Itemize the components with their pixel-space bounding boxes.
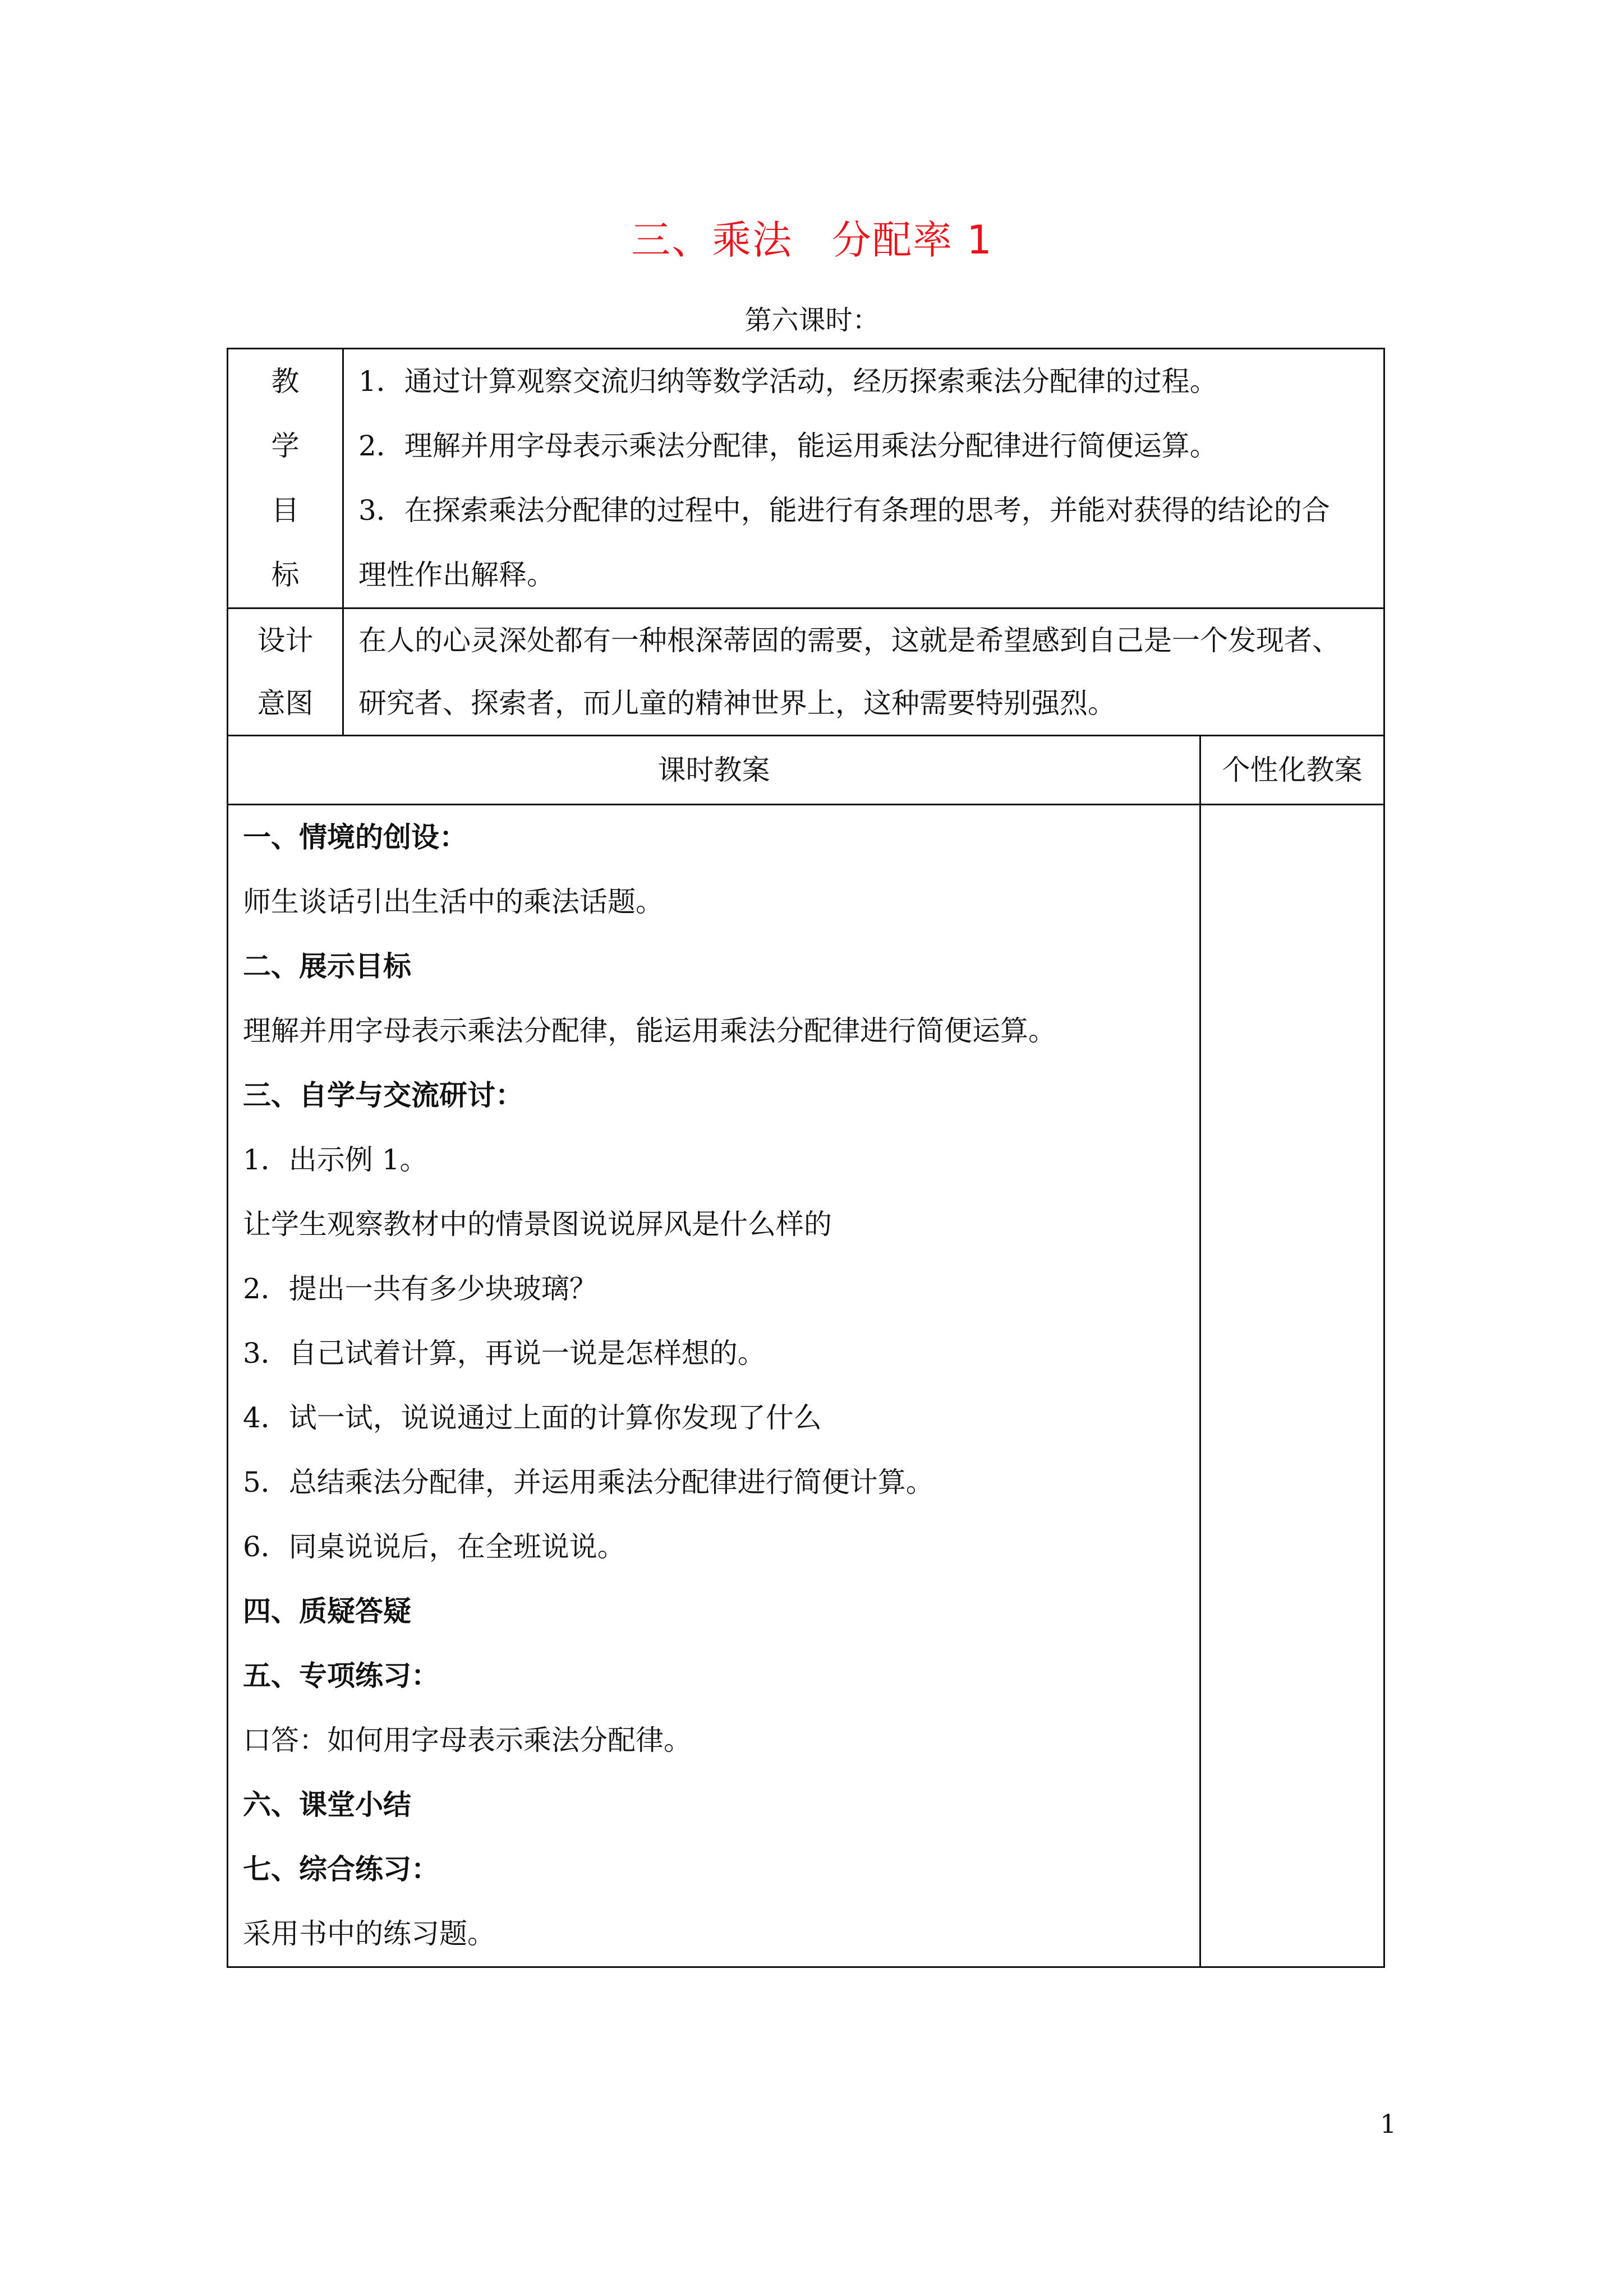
section-heading: 三、自学与交流研讨： xyxy=(243,1079,523,1112)
section-heading: 六、课堂小结 xyxy=(243,1788,411,1821)
section-heading: 七、综合练习： xyxy=(243,1853,439,1885)
personal-plan-content xyxy=(1200,805,1384,1967)
lesson-line: 4．试一试，说说通过上面的计算你发现了什么 xyxy=(243,1401,822,1434)
page-number: 1 xyxy=(1380,2109,1397,2139)
design-intent-label xyxy=(228,608,343,736)
lesson-plan-content xyxy=(228,805,1200,1967)
objectives-label-char: 目 xyxy=(271,494,300,527)
design-intent-line: 在人的心灵深处都有一种根深蒂固的需要，这就是希望感到自己是一个发现者、 xyxy=(358,624,1340,657)
lesson-body-row xyxy=(228,805,1384,1967)
objectives-label-char: 标 xyxy=(271,559,300,591)
design-intent-content xyxy=(343,608,1384,736)
objectives-label-char: 学 xyxy=(271,430,300,462)
objective-line: 2．理解并用字母表示乘法分配律，能运用乘法分配律进行简便运算。 xyxy=(358,430,1218,462)
section-heading: 五、专项练习： xyxy=(243,1659,439,1692)
lesson-line: 师生谈话引出生活中的乘法话题。 xyxy=(243,886,664,918)
title-part-2: 分配率 1 xyxy=(832,217,993,263)
lesson-plan-table xyxy=(227,348,1385,1968)
design-intent-label-line: 设计 xyxy=(257,624,314,657)
section-heading: 四、质疑答疑 xyxy=(243,1595,411,1628)
personal-plan-header: 个性化教案 xyxy=(1200,736,1384,805)
objective-line: 理性作出解释。 xyxy=(358,559,555,591)
lesson-line: 口答：如何用字母表示乘法分配律。 xyxy=(243,1724,692,1756)
section-heading: 二、展示目标 xyxy=(243,950,411,983)
lesson-line: 6．同桌说说后，在全班说说。 xyxy=(243,1530,625,1563)
lesson-line: 让学生观察教材中的情景图说说屏风是什么样的 xyxy=(243,1208,832,1241)
lesson-line: 2．提出一共有多少块玻璃？ xyxy=(243,1273,597,1305)
lesson-line: 1．出示例 1。 xyxy=(243,1144,428,1176)
column-header-row xyxy=(228,736,1384,805)
lesson-line: 5．总结乘法分配律，并运用乘法分配律进行简便计算。 xyxy=(243,1466,934,1499)
lesson-plan-header: 课时教案 xyxy=(228,736,1200,805)
lesson-line: 3．自己试着计算，再说一说是怎样想的。 xyxy=(243,1337,766,1370)
lesson-period: 第六课时： xyxy=(744,305,880,336)
objectives-label-char: 教 xyxy=(271,365,300,398)
design-intent-label-line: 意图 xyxy=(257,687,314,720)
title-part-1: 三、乘法 xyxy=(631,217,793,263)
objectives-content xyxy=(343,349,1384,608)
design-intent-line: 研究者、探索者，而儿童的精神世界上，这种需要特别强烈。 xyxy=(358,687,1116,720)
lesson-line: 理解并用字母表示乘法分配律，能运用乘法分配律进行简便运算。 xyxy=(243,1015,1056,1047)
objective-line: 1．通过计算观察交流归纳等数学活动，经历探索乘法分配律的过程。 xyxy=(358,365,1218,398)
objectives-label xyxy=(228,349,343,608)
objectives-row xyxy=(228,349,1384,608)
lesson-line: 采用书中的练习题。 xyxy=(243,1917,495,1950)
design-intent-row xyxy=(228,608,1384,736)
section-heading: 一、情境的创设： xyxy=(243,821,467,854)
document-title xyxy=(0,209,1624,265)
objective-line: 3．在探索乘法分配律的过程中，能进行有条理的思考，并能对获得的结论的合 xyxy=(358,494,1330,527)
